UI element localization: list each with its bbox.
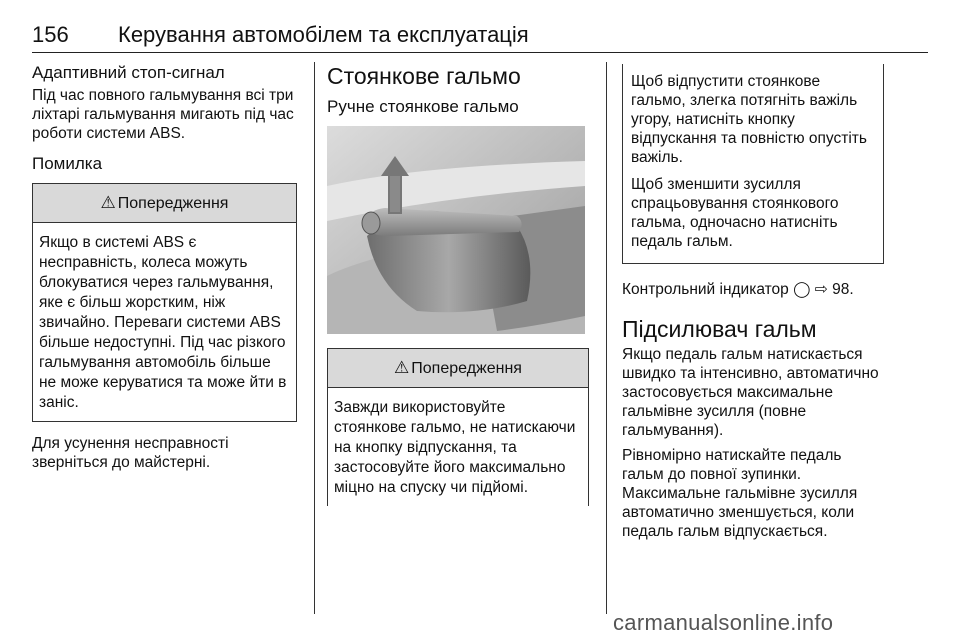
section-heading-adaptive-brake-light: Адаптивний стоп-сигнал: [32, 63, 225, 82]
warning-title: Попередження: [117, 195, 229, 212]
column-left: [32, 62, 297, 482]
paragraph: Рівномірно натискайте педаль гальм до повної зупинки. Максимальне гальмівне зусилля автоматично зменшується, коли педаль гальм відпускається.: [622, 447, 858, 540]
page-header: [32, 18, 928, 53]
paragraph: Під час повного гальмування всі три ліхтарі гальмування мигають під час роботи системи ABS.: [32, 87, 294, 142]
section-heading-parking-brake: Стоянкове гальмо: [327, 63, 521, 89]
column-middle: [327, 62, 589, 506]
warning-box: [32, 183, 297, 422]
section-subheading-manual-parking-brake: Ручне стоянкове гальмо: [327, 97, 519, 116]
warning-paragraph: Щоб відпустити стоянкове гальмо, злегка потягніть важіль угору, натисніть кнопку відпускання та повністю опустіть важіль.: [631, 73, 867, 166]
warning-triangle-icon: ⚠: [394, 358, 410, 377]
parking-brake-figure: [327, 126, 585, 334]
warning-body: Завжди використовуйте стоянкове гальмо, не натискаючи на кнопку відпускання, та застосовуйте його максимально міцно на спуску чи підйомі.: [334, 399, 576, 496]
section-heading-fault: Помилка: [32, 154, 103, 173]
warning-header: [33, 184, 296, 223]
warning-triangle-icon: ⚠: [100, 193, 116, 212]
watermark: carmanualsonline.info: [613, 610, 834, 635]
brake-indicator-icon: ◯: [793, 281, 811, 298]
warning-header: [328, 349, 588, 388]
paragraph: Для усунення несправності зверніться до майстерні.: [32, 435, 229, 471]
warning-box-continued: [622, 64, 884, 264]
warning-box: [327, 348, 589, 506]
warning-paragraph: Щоб зменшити зусилля спрацьовування стоянкового гальма, одночасно натисніть педаль гальм.: [631, 176, 839, 250]
section-heading-brake-assist: Підсилювач гальм: [622, 316, 817, 342]
page-number: 156: [32, 22, 69, 47]
page-reference[interactable]: 98.: [832, 281, 854, 298]
column-right: [622, 64, 884, 551]
warning-title: Попередження: [411, 360, 522, 377]
paragraph: Якщо педаль гальм натискається швидко та інтенсивно, автоматично застосовується максимальне гальмівне зусилля (повне гальмування).: [622, 346, 879, 439]
indicator-label: Контрольний індикатор: [622, 281, 789, 298]
parking-brake-lever-icon: [327, 126, 585, 334]
page-title: Керування автомобілем та експлуатація: [118, 22, 529, 47]
indicator-reference: [622, 280, 884, 299]
page-reference-arrow-icon: ⇨: [814, 281, 828, 298]
warning-body: Якщо в системі ABS є несправність, колеса можуть блокуватися через гальмування, яке є більш жорстким, ніж звичайно. Переваги системи ABS більше недоступні. Під час різкого гальмування автомобіль більше не може керуватися та може йти в заніс.: [39, 234, 287, 411]
column-divider: [314, 62, 315, 614]
column-divider: [606, 62, 607, 614]
